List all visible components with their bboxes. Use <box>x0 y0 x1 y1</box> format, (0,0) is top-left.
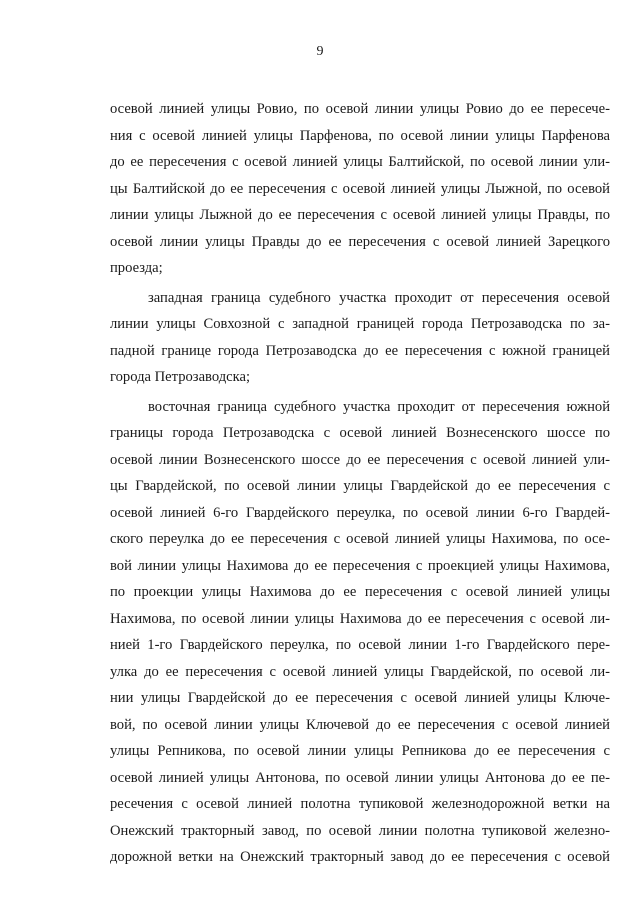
document-body <box>110 96 610 871</box>
text-line: Нахимова, по осевой линии улицы Нахимова до ее пересечения с осевой ли- <box>110 610 610 627</box>
text-line: до ее пересечения с осевой линией улицы Балтийской, по осевой линии ули- <box>110 154 610 170</box>
text-line: осевой линией 6-го Гвардейского переулка, по осевой линии 6-го Гвардей- <box>110 504 610 521</box>
text-line: вой, по осевой линии улицы Ключевой до ее пересечения с осевой линией <box>110 716 610 733</box>
text-line: ского переулка до ее пересечения с осевой линией улицы Нахимова, по осе- <box>110 531 610 547</box>
paragraph-3 <box>110 394 610 871</box>
text-line: улка до ее пересечения с осевой линией улицы Гвардейской, по осевой ли- <box>110 663 610 680</box>
text-line: дорожной ветки на Онежский тракторный завод до ее пересечения с осевой <box>110 849 610 865</box>
text-line: нией 1-го Гвардейского переулка, по осевой линии 1-го Гвардейского пере- <box>110 637 610 653</box>
text-line: восточная граница судебного участка проходит от пересечения южной <box>148 398 610 415</box>
text-line: осевой линией улицы Антонова, по осевой линии улицы Антонова до ее пе- <box>110 769 610 786</box>
text-line: ресечения с осевой линией полотна тупиковой железнодорожной ветки на <box>110 796 610 812</box>
text-line: цы Балтийской до ее пересечения с осевой линией улицы Лыжной, по осевой <box>110 180 610 197</box>
text-line: осевой линии Вознесенского шоссе до ее пересечения с осевой линией ули- <box>110 451 610 468</box>
paragraph-2 <box>110 285 610 391</box>
text-line: проезда; <box>110 260 163 276</box>
text-line: ния с осевой линией улицы Парфенова, по осевой линии улицы Парфенова <box>110 127 610 144</box>
text-line: осевой линии улицы Правды до ее пересечения с осевой линией Зарецкого <box>110 233 610 250</box>
paragraph-1 <box>110 96 610 282</box>
text-line: линии улицы Лыжной до ее пересечения с осевой линией улицы Правды, по <box>110 207 610 223</box>
page-number: 9 <box>316 44 324 59</box>
text-line: нии улицы Гвардейской до ее пересечения с осевой линией улицы Ключе- <box>110 690 610 706</box>
text-line: города Петрозаводска; <box>110 369 251 385</box>
text-line: западная граница судебного участка проходит от пересечения осевой <box>148 289 610 306</box>
text-line: осевой линией улицы Ровио, по осевой линии улицы Ровио до ее пересече- <box>110 101 610 117</box>
text-line: линии улицы Совхозной с западной границей города Петрозаводска по за- <box>110 316 610 332</box>
text-line: границы города Петрозаводска с осевой линией Вознесенского шоссе по <box>110 425 610 441</box>
text-line: Онежский тракторный завод, по осевой линии полотна тупиковой железно- <box>110 822 610 839</box>
text-line: вой линии улицы Нахимова до ее пересечения с проекцией улицы Нахимова, <box>110 557 610 574</box>
text-line: цы Гвардейской, по осевой линии улицы Гвардейской до ее пересечения с <box>110 478 610 494</box>
text-line: падной границе города Петрозаводска до ее пересечения с южной границей <box>110 342 610 359</box>
text-line: по проекции улицы Нахимова до ее пересечения с осевой линией улицы <box>110 584 610 600</box>
text-line: улицы Репникова, по осевой линии улицы Репникова до ее пересечения с <box>110 743 610 759</box>
